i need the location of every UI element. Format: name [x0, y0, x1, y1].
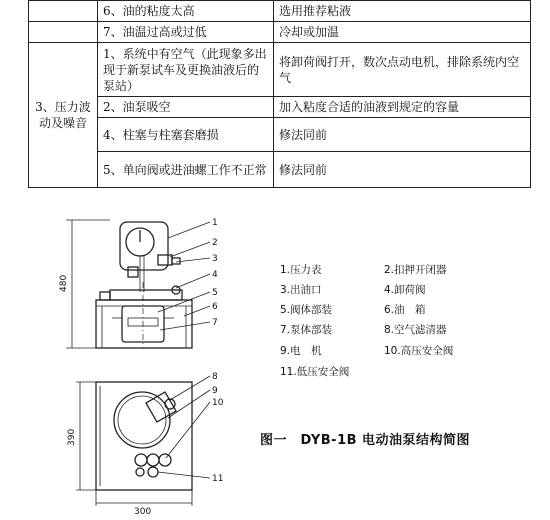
cause-cell: 6、油的粘度太高	[98, 1, 274, 22]
callout-10: 10	[212, 398, 224, 408]
low-pressure-valve-icon	[148, 467, 158, 477]
legend-item: 4.卸荷阀	[384, 284, 426, 296]
cause-cell: 1、系统中有空气（此现象多出现于新泵试车及更换油液后的泵站）	[98, 43, 274, 97]
callout-4: 4	[212, 270, 218, 280]
category-cell: 3、压力波动及噪音	[29, 43, 98, 188]
callout-9: 9	[212, 386, 218, 396]
remedy-cell: 冷却或加温	[274, 22, 531, 43]
callout-1: 1	[212, 218, 218, 228]
callout-2: 2	[212, 238, 218, 248]
remedy-cell: 将卸荷阀打开，数次点动电机，排除系统内空气	[274, 43, 531, 97]
figure-caption: 图一 DYB-1B 电动油泵结构简图	[260, 433, 471, 448]
remedy-cell: 加入粘度合适的油液到规定的容量	[274, 97, 531, 118]
cause-cell: 2、油泵吸空	[98, 97, 274, 118]
top-view	[67, 372, 224, 517]
callout-6: 6	[212, 302, 218, 312]
legend-item: 7.泵体部装	[280, 324, 333, 336]
legend-item: 1.压力表	[280, 264, 322, 276]
dim-height-top: 390	[67, 428, 77, 446]
remedy-cell: 修法同前	[274, 118, 531, 152]
cause-cell: 5、单向阀或进油螺工作不正常	[98, 152, 274, 188]
dim-height-front: 480	[59, 274, 69, 292]
callout-8: 8	[212, 372, 218, 382]
cause-cell: 4、柱塞与柱塞套磨损	[98, 118, 274, 152]
legend-item: 11.低压安全阀	[280, 366, 350, 378]
legend-item: 6.油 箱	[384, 304, 426, 316]
legend-item: 5.阀体部装	[280, 304, 333, 316]
callout-7: 7	[212, 318, 218, 328]
legend-item: 3.出油口	[280, 284, 322, 296]
callout-3: 3	[212, 254, 218, 264]
legend-item: 2.扣押开闭器	[384, 264, 447, 276]
legend-item: 8.空气滤清器	[384, 324, 447, 336]
legend-item: 10.高压安全阀	[384, 345, 454, 357]
dim-width: 300	[134, 507, 152, 517]
remedy-cell: 选用推荐粘液	[274, 1, 531, 22]
remedy-cell: 修法同前	[274, 152, 531, 188]
legend-item: 9.电 机	[280, 345, 322, 357]
callout-11: 11	[212, 474, 224, 484]
cause-cell: 7、油温过高或过低	[98, 22, 274, 43]
front-view	[59, 218, 218, 348]
callout-5: 5	[212, 288, 218, 298]
